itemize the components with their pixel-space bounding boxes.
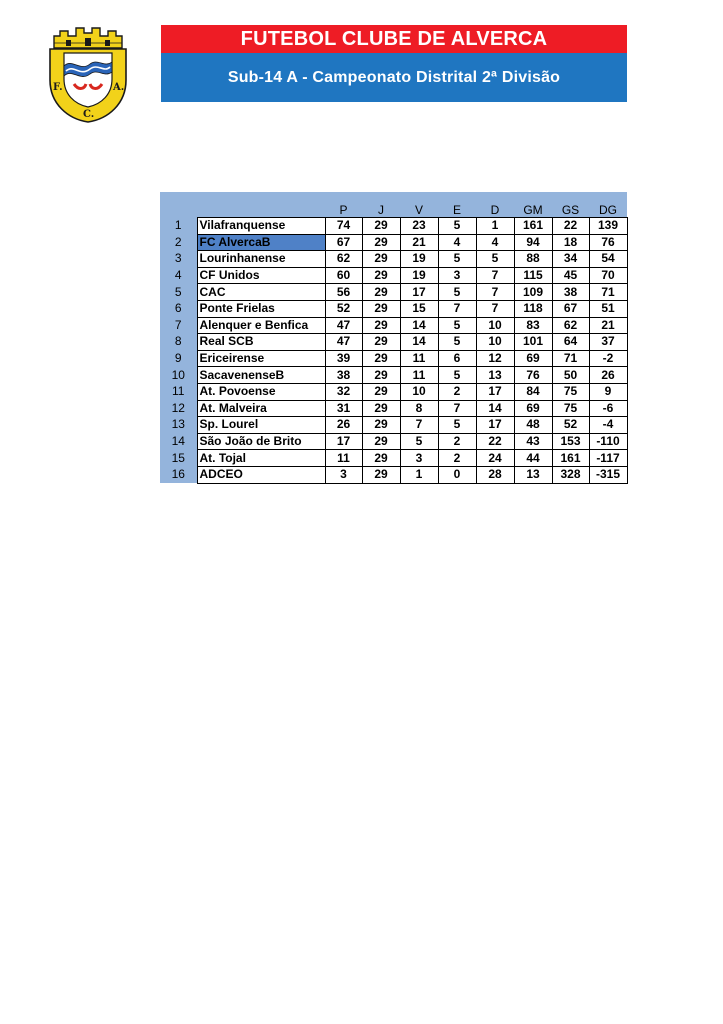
position-cell: 7 (160, 317, 197, 334)
position-cell: 2 (160, 234, 197, 251)
played-cell: 29 (362, 218, 400, 235)
points-cell: 39 (325, 350, 362, 367)
goals-against-cell: 38 (552, 284, 589, 301)
wins-cell: 1 (400, 466, 438, 483)
team-name-cell: Real SCB (197, 334, 325, 351)
goal-difference-cell: -117 (589, 450, 627, 467)
crest-letter-c: C. (83, 109, 95, 120)
wins-cell: 15 (400, 300, 438, 317)
table-row (160, 334, 627, 351)
points-cell: 3 (325, 466, 362, 483)
losses-cell: 17 (476, 417, 514, 434)
draws-cell: 5 (438, 417, 476, 434)
losses-cell: 14 (476, 400, 514, 417)
standings-header-row (160, 192, 627, 218)
points-cell: 62 (325, 251, 362, 268)
competition-banner: Sub-14 A - Campeonato Distrital 2ª Divisão (161, 53, 627, 102)
points-cell: 74 (325, 218, 362, 235)
wins-cell: 14 (400, 317, 438, 334)
played-cell: 29 (362, 367, 400, 384)
draws-cell: 5 (438, 334, 476, 351)
goal-difference-cell: -2 (589, 350, 627, 367)
draws-cell: 2 (438, 433, 476, 450)
played-cell: 29 (362, 466, 400, 483)
losses-cell: 10 (476, 317, 514, 334)
goals-for-cell: 118 (514, 300, 552, 317)
team-name-cell: Alenquer e Benfica (197, 317, 325, 334)
goals-against-cell: 67 (552, 300, 589, 317)
losses-cell: 22 (476, 433, 514, 450)
table-row (160, 450, 627, 467)
team-name-cell: At. Povoense (197, 383, 325, 400)
points-cell: 17 (325, 433, 362, 450)
draws-cell: 2 (438, 450, 476, 467)
goals-against-cell: 50 (552, 367, 589, 384)
header-draws: E (438, 192, 476, 218)
goal-difference-cell: -4 (589, 417, 627, 434)
points-cell: 47 (325, 317, 362, 334)
table-row (160, 234, 627, 251)
table-row (160, 284, 627, 301)
goals-against-cell: 328 (552, 466, 589, 483)
table-row (160, 251, 627, 268)
team-name-cell: São João de Brito (197, 433, 325, 450)
points-cell: 56 (325, 284, 362, 301)
draws-cell: 3 (438, 267, 476, 284)
goals-for-cell: 13 (514, 466, 552, 483)
header-goal-difference: DG (589, 192, 627, 218)
losses-cell: 24 (476, 450, 514, 467)
header-goals-for: GM (514, 192, 552, 218)
goals-against-cell: 22 (552, 218, 589, 235)
played-cell: 29 (362, 251, 400, 268)
played-cell: 29 (362, 383, 400, 400)
losses-cell: 17 (476, 383, 514, 400)
points-cell: 38 (325, 367, 362, 384)
team-name-cell: SacavenenseB (197, 367, 325, 384)
draws-cell: 2 (438, 383, 476, 400)
position-cell: 10 (160, 367, 197, 384)
table-row (160, 417, 627, 434)
losses-cell: 7 (476, 267, 514, 284)
position-cell: 14 (160, 433, 197, 450)
wins-cell: 11 (400, 367, 438, 384)
position-cell: 5 (160, 284, 197, 301)
goals-for-cell: 84 (514, 383, 552, 400)
team-name-cell: Vilafranquense (197, 218, 325, 235)
wins-cell: 19 (400, 251, 438, 268)
goals-for-cell: 161 (514, 218, 552, 235)
position-cell: 3 (160, 251, 197, 268)
points-cell: 32 (325, 383, 362, 400)
points-cell: 26 (325, 417, 362, 434)
draws-cell: 5 (438, 284, 476, 301)
losses-cell: 4 (476, 234, 514, 251)
standings-body (160, 218, 627, 484)
table-row (160, 317, 627, 334)
goals-for-cell: 43 (514, 433, 552, 450)
played-cell: 29 (362, 234, 400, 251)
losses-cell: 5 (476, 251, 514, 268)
goals-for-cell: 115 (514, 267, 552, 284)
draws-cell: 6 (438, 350, 476, 367)
goals-for-cell: 69 (514, 400, 552, 417)
draws-cell: 7 (438, 300, 476, 317)
crest-letter-a: A. (113, 82, 125, 93)
table-row (160, 466, 627, 483)
goals-against-cell: 34 (552, 251, 589, 268)
team-name-cell: At. Tojal (197, 450, 325, 467)
points-cell: 47 (325, 334, 362, 351)
played-cell: 29 (362, 284, 400, 301)
losses-cell: 7 (476, 300, 514, 317)
played-cell: 29 (362, 300, 400, 317)
goals-against-cell: 75 (552, 400, 589, 417)
goal-difference-cell: -6 (589, 400, 627, 417)
goals-for-cell: 48 (514, 417, 552, 434)
team-name-cell: ADCEO (197, 466, 325, 483)
losses-cell: 28 (476, 466, 514, 483)
wins-cell: 19 (400, 267, 438, 284)
team-name-cell: CAC (197, 284, 325, 301)
position-cell: 16 (160, 466, 197, 483)
goal-difference-cell: 54 (589, 251, 627, 268)
goal-difference-cell: 76 (589, 234, 627, 251)
draws-cell: 5 (438, 218, 476, 235)
table-row (160, 267, 627, 284)
goals-against-cell: 52 (552, 417, 589, 434)
goals-against-cell: 64 (552, 334, 589, 351)
goals-for-cell: 101 (514, 334, 552, 351)
goals-for-cell: 109 (514, 284, 552, 301)
position-cell: 12 (160, 400, 197, 417)
goal-difference-cell: 26 (589, 367, 627, 384)
table-row (160, 218, 627, 235)
goal-difference-cell: 139 (589, 218, 627, 235)
crest-letter-f: F. (53, 82, 63, 93)
goal-difference-cell: 37 (589, 334, 627, 351)
team-name-cell: At. Malveira (197, 400, 325, 417)
position-cell: 4 (160, 267, 197, 284)
played-cell: 29 (362, 317, 400, 334)
goals-for-cell: 94 (514, 234, 552, 251)
header-team (197, 192, 325, 218)
goals-for-cell: 83 (514, 317, 552, 334)
goals-against-cell: 75 (552, 383, 589, 400)
played-cell: 29 (362, 417, 400, 434)
wins-cell: 23 (400, 218, 438, 235)
wins-cell: 10 (400, 383, 438, 400)
team-name-cell: FC AlvercaB (197, 234, 325, 251)
table-row (160, 350, 627, 367)
position-cell: 11 (160, 383, 197, 400)
goals-against-cell: 18 (552, 234, 589, 251)
played-cell: 29 (362, 400, 400, 417)
goal-difference-cell: 21 (589, 317, 627, 334)
goal-difference-cell: 70 (589, 267, 627, 284)
played-cell: 29 (362, 334, 400, 351)
wins-cell: 5 (400, 433, 438, 450)
goals-against-cell: 71 (552, 350, 589, 367)
goal-difference-cell: -110 (589, 433, 627, 450)
wins-cell: 3 (400, 450, 438, 467)
team-name-cell: CF Unidos (197, 267, 325, 284)
wins-cell: 7 (400, 417, 438, 434)
team-name-cell: Ponte Frielas (197, 300, 325, 317)
losses-cell: 12 (476, 350, 514, 367)
wins-cell: 17 (400, 284, 438, 301)
club-name-banner: FUTEBOL CLUBE DE ALVERCA (161, 25, 627, 53)
position-cell: 1 (160, 218, 197, 235)
header-wins: V (400, 192, 438, 218)
team-name-cell: Sp. Lourel (197, 417, 325, 434)
goal-difference-cell: 51 (589, 300, 627, 317)
losses-cell: 1 (476, 218, 514, 235)
played-cell: 29 (362, 350, 400, 367)
team-name-cell: Lourinhanense (197, 251, 325, 268)
points-cell: 67 (325, 234, 362, 251)
header-losses: D (476, 192, 514, 218)
club-crest-logo (44, 24, 132, 124)
table-row (160, 367, 627, 384)
draws-cell: 7 (438, 400, 476, 417)
losses-cell: 7 (476, 284, 514, 301)
header-goals-against: GS (552, 192, 589, 218)
draws-cell: 5 (438, 317, 476, 334)
wins-cell: 14 (400, 334, 438, 351)
draws-cell: 0 (438, 466, 476, 483)
goal-difference-cell: -315 (589, 466, 627, 483)
header-played: J (362, 192, 400, 218)
goals-against-cell: 45 (552, 267, 589, 284)
goal-difference-cell: 9 (589, 383, 627, 400)
standings-table (160, 192, 628, 484)
table-row (160, 300, 627, 317)
goals-for-cell: 44 (514, 450, 552, 467)
losses-cell: 10 (476, 334, 514, 351)
played-cell: 29 (362, 267, 400, 284)
wins-cell: 21 (400, 234, 438, 251)
draws-cell: 4 (438, 234, 476, 251)
losses-cell: 13 (476, 367, 514, 384)
goals-for-cell: 88 (514, 251, 552, 268)
goals-for-cell: 76 (514, 367, 552, 384)
points-cell: 11 (325, 450, 362, 467)
position-cell: 6 (160, 300, 197, 317)
goals-for-cell: 69 (514, 350, 552, 367)
team-name-cell: Ericeirense (197, 350, 325, 367)
played-cell: 29 (362, 450, 400, 467)
goals-against-cell: 62 (552, 317, 589, 334)
header-points: P (325, 192, 362, 218)
draws-cell: 5 (438, 367, 476, 384)
position-cell: 8 (160, 334, 197, 351)
goals-against-cell: 161 (552, 450, 589, 467)
table-row (160, 400, 627, 417)
goal-difference-cell: 71 (589, 284, 627, 301)
points-cell: 60 (325, 267, 362, 284)
crown-icon (54, 28, 122, 48)
table-row (160, 433, 627, 450)
position-cell: 9 (160, 350, 197, 367)
wins-cell: 11 (400, 350, 438, 367)
goals-against-cell: 153 (552, 433, 589, 450)
points-cell: 31 (325, 400, 362, 417)
header-position (160, 192, 197, 218)
played-cell: 29 (362, 433, 400, 450)
position-cell: 13 (160, 417, 197, 434)
table-row (160, 383, 627, 400)
wins-cell: 8 (400, 400, 438, 417)
points-cell: 52 (325, 300, 362, 317)
position-cell: 15 (160, 450, 197, 467)
draws-cell: 5 (438, 251, 476, 268)
